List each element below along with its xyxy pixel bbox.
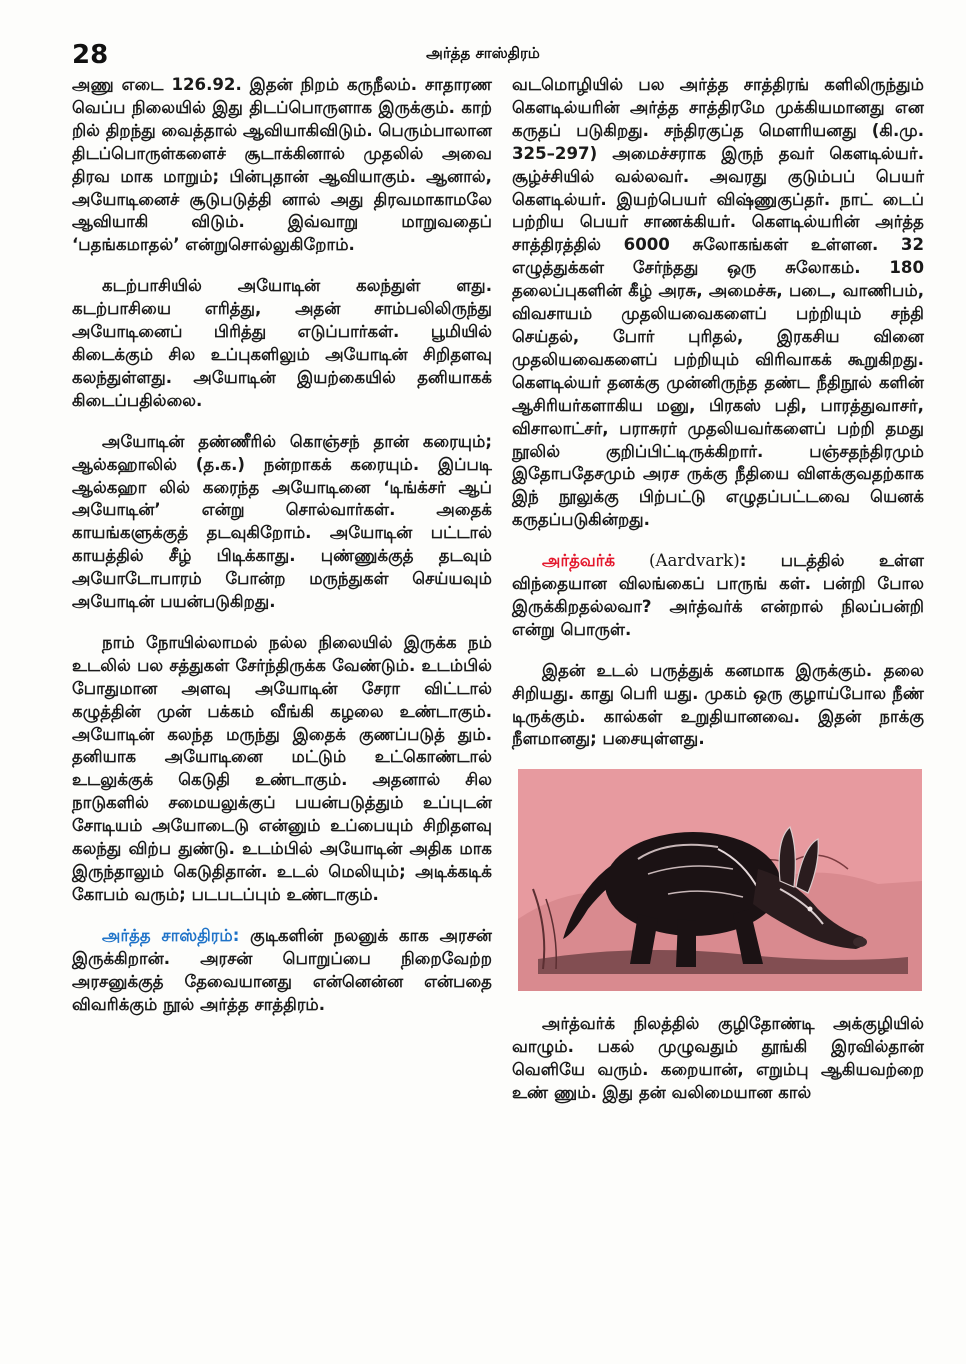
left-column [72,74,492,1034]
paragraph-aardvark-body: இதன் உடல் பருத்துக் கனமாக இருக்கும். தலை சிறியது. காது பெரி யது. முகம் ஒரு குழாய்போல நீண் டிருக்கும். கால்கள் உறுதியானவை. இதன் நாக்கு நீளமானது; பசையுள்ளது. [512,660,924,749]
aardvark-illustration-icon [518,769,922,991]
arthashastra-intro-text: குடிகளின் நலனுக் காக அரசன் இருக்கிறான். அரசன் பொறுப்பை நிறைவேற்ற அரசனுக்குத் தேவையானது என்னென்ன என்பதை விவரிக்கும் நூல் அர்த்த சாத்திரம். [72,925,492,1014]
page-number: 28 [72,40,109,70]
aardvark-intro-text: : படத்தில் உள்ள விந்தையான விலங்கைப் பாருங் கள். பன்றி போல இருக்கிறதல்லவா? அர்த்வர்க் என்றால் நிலப்பன்றி என்று பொருள். [512,551,924,639]
paragraph-aardvark-habits: அர்த்வர்க் நிலத்தில் குழிதோண்டி அக்குழியில் வாழும். பகல் முழுவதும் தூங்கி இரவில்தான் வெளியே வரும். கறையான், எறும்பு ஆகியவற்றை உண் ணும். இது தன் வலிமையான கால் [512,1014,924,1103]
paragraph-iodine-properties: அணு எடை 126.92. இதன் நிறம் கருநீலம். சாதாரண வெப்ப நிலையில் இது திடப்பொருளாக இருக்கும். காற் றில் திறந்து வைத்தால் ஆவியாகிவிடும். பெரும்பாலான திடப்பொருள்களைச் சூடாக்கினால் முதலில் அவை திரவ மாக மாறும்; பின்புதான் ஆவியாகும். ஆனால், அயோடினைச் சூடுபடுத்தி னால் அது திரவமாகாமலே ஆவியாகி விடும். இவ்வாறு மாறுவதைப் ‘பதங்கமாதல்’ என்றுசொல்லுகிறோம். [72,75,492,255]
paragraph-arthashastra-intro [72,925,492,1017]
paragraph-iodine-seaweed: கடற்பாசியில் அயோடின் கலந்துள் ளது. கடற்பாசியை எரித்து, அதன் சாம்பலிலிருந்து அயோடினைப் பிரித்து எடுப்பார்கள். பூமியில் கிடைக்கும் சில உப்புகளிலும் அயோடின் சிறிதளவு கலந்துள்ளது. அயோடின் இயற்கையில் தனியாகக் கிடைப்பதில்லை. [72,276,492,410]
paragraph-aardvark-intro [512,550,924,642]
entry-term-arthashastra: அர்த்த சாஸ்திரம்: [102,925,240,945]
entry-term-aardvark-latin: (Aardvark) [615,551,740,571]
running-head: அர்த்த சாஸ்திரம் [426,44,540,62]
right-column [512,74,924,1123]
paragraph-kautilya: வடமொழியில் பல அர்த்த சாத்திரங் களிலிருந்தும் கௌடில்யரின் அர்த்த சாத்திரமே முக்கியமானது என கருதப் படுகிறது. சந்திரகுப்த மௌரியனது (கி.மு. 325–297) அமைச்சராக இருந் தவர் கௌடில்யர். சூழ்ச்சியில் வல்லவர். அவரது குடும்பப் பெயர் கௌடில்யர். இயற்பெயர் விஷ்ணுகுப்தர். நாட் டைப் பற்றிய பெயர் சாணக்கியர். கௌடில்யரின் அர்த்த சாத்திரத்தில் 6000 சுலோகங்கள் உள்ளன. 32 எழுத்துக்கள் சேர்ந்தது ஒரு சுலோகம். 180 தலைப்புகளின் கீழ் அரசு, அமைச்சு, படை, வாணிபம், விவசாயம் முதலியவைகளைப் பற்றியும் சந்தி செய்தல், போர் புரிதல், இரகசிய வினை முதலியவைகளைப் பற்றியும் விரிவாகக் கூறுகிறது. கௌடில்யர் தனக்கு முன்னிருந்த தண்ட நீதிநூல் களின் ஆசிரியர்களாகிய மனு, பிரகஸ் பதி, பாரத்துவாசர், விசாலாட்சர், பராசுரர் முதலியவர்களைப் பற்றி தமது நூலில் குறிப்பிட்டிருக்கிறார். பஞ்சதந்திரமும் இதோபதேசமும் அரச ருக்கு நீதியை விளக்குவதற்காக இந் நூலுக்கு பிற்பட்டு எழுதப்பட்டவை யெனக் கருதப்படுகின்றது. [512,75,924,530]
paragraph-iodine-health: நாம் நோயில்லாமல் நல்ல நிலையில் இருக்க நம் உடலில் பல சத்துகள் சேர்ந்திருக்க வேண்டும். உடம்பில் போதுமான அளவு அயோடின் சேரா விட்டால் கழுத்தின் முன் பக்கம் வீங்கி கழலை உண்டாகும். அயோடின் கலந்த மருந்து இதைக் குணப்படுத் தும். தனியாக அயோடினை மட்டும் உட்கொண்டால் உடலுக்குக் கெடுதி உண்டாகும். அதனால் சில நாடுகளில் சமையலுக்குப் பயன்படுத்தும் உப்புடன் சோடியம் அயோடைடு என்னும் உப்பையும் சிறிதளவு கலந்து விற்ப துண்டு. உடம்பில் அயோடின் அதிக மாக இருந்தாலும் கெடுதிதான். உடல் மெலியும்; அடிக்கடிக் கோபம் வரும்; படபடப்பும் உண்டாகும். [72,632,492,904]
paragraph-iodine-tincture: அயோடின் தண்ணீரில் கொஞ்சந் தான் கரையும்; ஆல்கஹாலில் (த.க.) நன்றாகக் கரையும். இப்படி ஆல்கஹா லில் கரைந்த அயோடினை ‘டிங்க்சர் ஆப் அயோடின்’ என்று சொல்வார்கள். அதைக் காயங்களுக்குத் தடவுகிறோம். அயோடின் பட்டால் காயத்தில் சீழ் பிடிக்காது. புண்ணுக்குத் தடவும் அயோடோபாரம் போன்ற மருந்துகள் செய்யவும் அயோடின் பயன்படுகிறது. [72,431,492,612]
entry-term-aardvark: அர்த்வர்க் [542,551,616,571]
